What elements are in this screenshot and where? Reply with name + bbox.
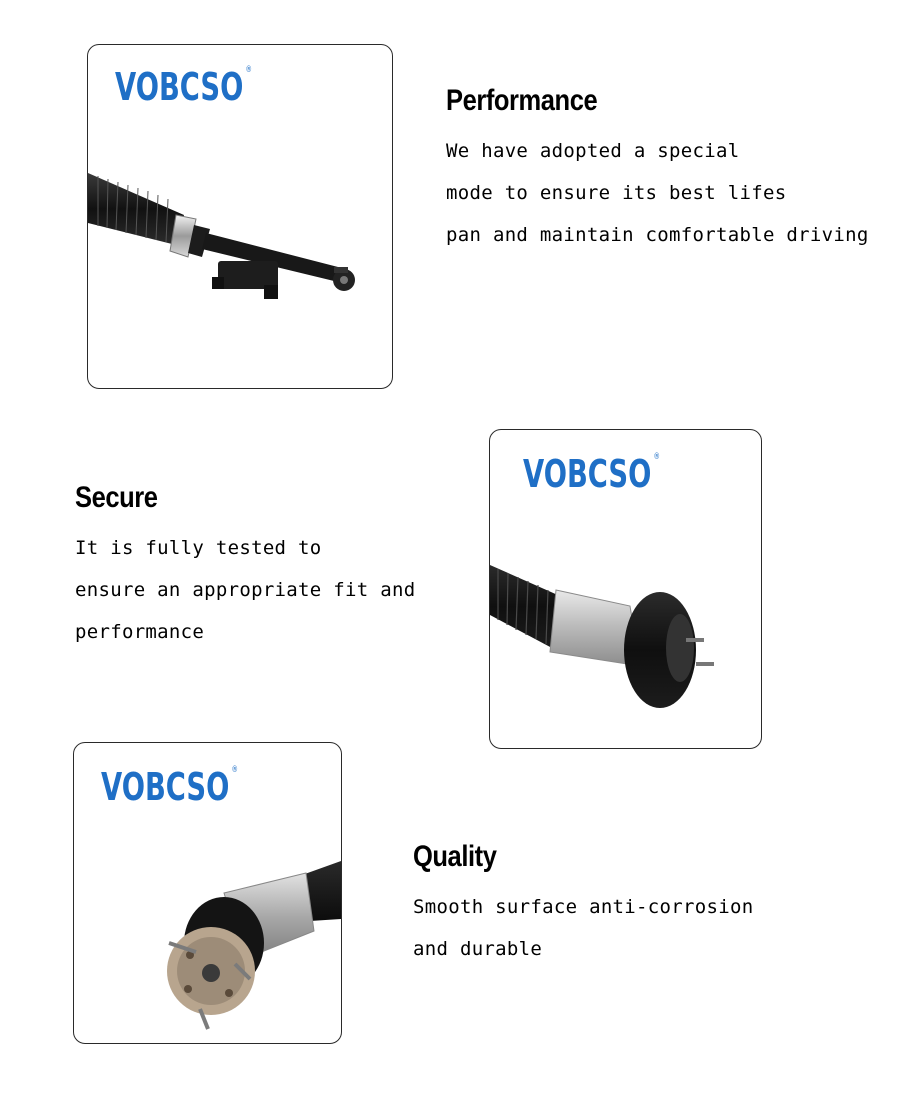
top-mount-image (74, 743, 341, 1043)
section-text-line: We have adopted a special (446, 140, 740, 162)
product-image-card-2 (489, 429, 762, 749)
air-strut-image (490, 430, 761, 748)
registered-mark: ® (231, 765, 239, 776)
registered-mark: ® (245, 65, 253, 76)
product-image-card-1 (87, 44, 393, 389)
section-text-line: ensure an appropriate fit and (75, 579, 416, 601)
registered-mark: ® (653, 452, 661, 463)
product-image-card-3 (73, 742, 342, 1044)
brand-logo-text: VOBCSO (115, 65, 244, 109)
section-text-line: mode to ensure its best lifes (446, 182, 787, 204)
section-heading-performance: Performance (446, 84, 598, 117)
section-text-line: performance (75, 621, 205, 643)
section-text-line: Smooth surface anti-corrosion (413, 896, 754, 918)
shock-absorber-image (88, 45, 392, 388)
brand-logo-text: VOBCSO (101, 765, 230, 809)
section-heading-quality: Quality (413, 840, 497, 873)
brand-logo-text: VOBCSO (523, 452, 652, 496)
section-heading-secure: Secure (75, 481, 158, 514)
section-text-line: and durable (413, 938, 543, 960)
section-text-line: pan and maintain comfortable driving (446, 224, 869, 246)
section-text-line: It is fully tested to (75, 537, 322, 559)
